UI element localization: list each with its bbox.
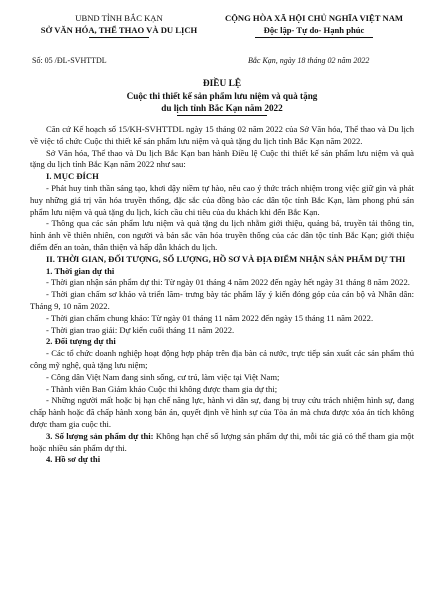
title-line-2: Cuộc thi thiết kế sản phẩm lưu niệm và quà tặng bbox=[126, 91, 318, 101]
paragraph-basis: Căn cứ Kế hoạch số 15/KH-SVHTTDL ngày 15 tháng 02 năm 2022 của Sở Văn hóa, Thể thao và Du lịch về việc tổ chức Cuộc thi thiết kế sản phẩm lưu niệm và quà tặng du lịch tỉnh Bắc Kạn năm 2022. bbox=[30, 124, 414, 146]
paragraph-quantity bbox=[30, 431, 414, 455]
quantity-label: 3. Số lượng sản phẩm dự thi: bbox=[46, 430, 154, 441]
document-date: Bắc Kạn, ngày 18 tháng 02 năm 2022 bbox=[248, 56, 370, 65]
document-number: Số: 05 /ĐL-SVHTTDL bbox=[32, 56, 107, 65]
paragraph-purpose-1: - Phát huy tinh thần sáng tạo, khơi dậy niềm tự hào, nêu cao ý thức trách nhiệm trong việc giữ gìn và phát huy những giá trị văn hóa truyền thống, đặc sắc của đồng bào các dân tộc tỉnh Bắc Kạn, làm phong phú sản phẩm lưu niệm và quà tặng du lịch, kích cầu chi tiêu của du khách khi đến Bắc Kạn. bbox=[30, 182, 414, 217]
subheading-participants: 2. Đối tượng dự thi bbox=[46, 336, 116, 347]
national-motto bbox=[212, 12, 416, 38]
title-line-1: ĐIỀU LỆ bbox=[202, 79, 242, 89]
subheading-dossier: 4. Hồ sơ dự thi bbox=[46, 454, 101, 465]
paragraph-participants-4: - Những người mất hoặc bị hạn chế năng lực, hành vi dân sự, đang bị truy cứu trách nhiệm hình sự, đang chấp hành hoặc đã chấp hành xong bản án, quyết định về hình sự của Tòa án mà chưa được xóa án tích không được tham gia cuộc thi. bbox=[30, 395, 414, 429]
paragraph-time-1: - Thời gian nhận sản phẩm dự thi: Từ ngày 01 tháng 4 năm 2022 đến ngày hết ngày 31 tháng 8 năm 2022. bbox=[46, 277, 410, 288]
motto-underline bbox=[255, 37, 373, 38]
agency-name: SỞ VĂN HÓA, THỂ THAO VÀ DU LỊCH bbox=[40, 25, 198, 35]
quantity-text: Không hạn chế số lượng sản phẩm dự thi, mỗi tác giả có thể tham gia một hoặc nhiều sản phẩm dự thi. bbox=[30, 430, 414, 453]
paragraph-purpose-2: - Thông qua các sản phẩm lưu niệm và quà tặng du lịch nhằm giới thiệu, quảng bá, truyền tải thông tin, hình ảnh về thiên nhiên, con người và bản sắc văn hóa truyền thống của các dân tộc tỉnh Bắc Kạn; giới thiệu điểm đến an toàn, thân thiện và hấp dẫn khách du lịch. bbox=[30, 218, 414, 252]
document-body bbox=[30, 124, 414, 466]
paragraph-participants-3: - Thành viên Ban Giám khảo Cuộc thi không được tham gia dự thi; bbox=[46, 383, 278, 394]
paragraph-time-3: - Thời gian chấm chung khảo: Từ ngày 01 tháng 11 năm 2022 đến ngày 15 tháng 11 năm 2022. bbox=[46, 312, 374, 323]
title-line-3: du lịch tỉnh Bắc Kạn năm 2022 bbox=[161, 103, 283, 113]
motto-line: Độc lập- Tự do- Hạnh phúc bbox=[263, 25, 365, 35]
document-header bbox=[30, 12, 414, 70]
section-heading-purpose: I. MỤC ĐÍCH bbox=[46, 171, 99, 182]
agency-parent: UBND TỈNH BẮC KẠN bbox=[75, 13, 163, 23]
paragraph-time-4: - Thời gian trao giải: Dự kiến cuối tháng 11 năm 2022. bbox=[46, 324, 235, 335]
issuing-agency bbox=[30, 12, 208, 38]
document-title bbox=[30, 78, 414, 116]
agency-underline bbox=[89, 37, 149, 38]
country-name: CỘNG HÒA XÃ HỘI CHỦ NGHĨA VIỆT NAM bbox=[224, 13, 404, 23]
paragraph-participants-2: - Công dân Việt Nam đang sinh sống, cư trú, làm việc tại Việt Nam; bbox=[46, 371, 280, 382]
paragraph-issuance: Sở Văn hóa, Thể thao và Du lịch Bắc Kạn ban hành Điều lệ Cuộc thi thiết kế sản phẩm lưu niệm và quà tặng du lịch tỉnh Bắc Kạn năm 2022 như sau: bbox=[30, 147, 414, 170]
paragraph-participants-1: - Các tổ chức doanh nghiệp hoạt động hợp pháp trên địa bàn cả nước, trực tiếp sản xuất các sản phẩm thủ công mỹ nghệ, quà tặng lưu niệm; bbox=[30, 348, 414, 370]
paragraph-time-2: - Thời gian chấm sơ khảo và triển lãm- trưng bày tác phẩm lấy ý kiến đóng góp của cán bộ và Nhân dân: Tháng 9, 10 năm 2022. bbox=[30, 289, 414, 311]
section-heading-time: II. THỜI GIAN, ĐỐI TƯỢNG, SỐ LƯỢNG, HỒ SƠ VÀ ĐỊA ĐIỂM NHẬN SẢN PHẨM DỰ THI bbox=[46, 253, 406, 264]
title-underline bbox=[177, 115, 267, 116]
subheading-time: 1. Thời gian dự thi bbox=[46, 265, 115, 276]
